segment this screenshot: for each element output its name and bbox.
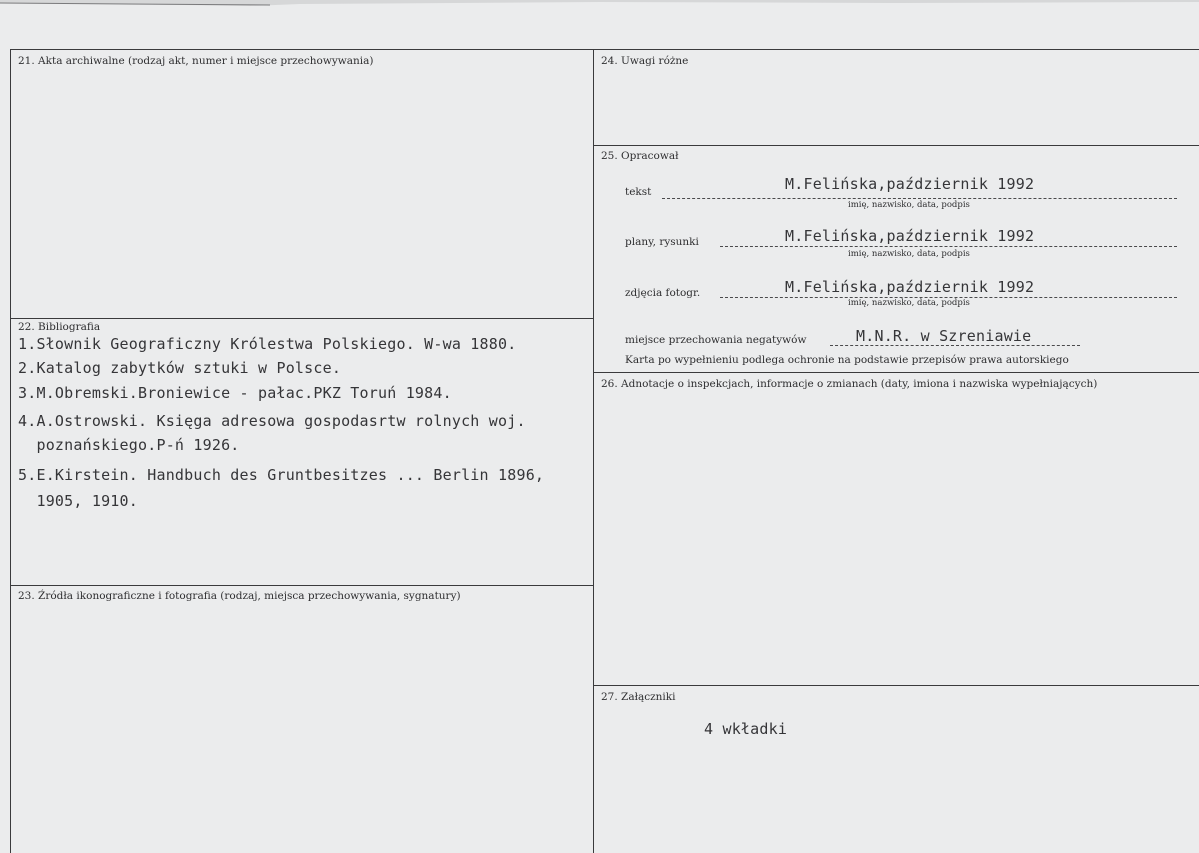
plany-underline xyxy=(720,246,1177,247)
tekst-label: tekst xyxy=(625,186,652,198)
section-26-label: 26. Adnotacje o inspekcjach, informacje o zmianach (daty, imiona i nazwiska wypełniających) xyxy=(601,378,1098,390)
left-border xyxy=(10,49,11,853)
bibliography-line-7: 1905, 1910. xyxy=(18,492,138,510)
section-23-label: 23. Źródła ikonograficzne i fotografia (rodzaj, miejsca przechowywania, sygnatury) xyxy=(18,590,461,602)
center-divider xyxy=(593,49,594,853)
zdjecia-value: M.Felińska,październik 1992 xyxy=(785,278,1035,296)
divider-21-22 xyxy=(10,318,593,319)
tekst-value: M.Felińska,październik 1992 xyxy=(785,175,1035,193)
divider-25-26 xyxy=(593,372,1199,373)
bibliography-line-1: 1.Słownik Geograficzny Królestwa Polskiego. W-wa 1880. xyxy=(18,335,517,353)
copyright-note: Karta po wypełnieniu podlega ochronie na podstawie przepisów prawa autorskiego xyxy=(625,354,1069,366)
plany-value: M.Felińska,październik 1992 xyxy=(785,227,1035,245)
miejsce-label: miejsce przechowania negatywów xyxy=(625,334,807,346)
plany-label: plany, rysunki xyxy=(625,236,699,248)
bibliography-line-3: 3.M.Obremski.Broniewice - pałac.PKZ Toruń 1984. xyxy=(18,384,452,402)
plany-caption: imię, nazwisko, data, podpis xyxy=(848,249,970,259)
zdjecia-label: zdjęcia fotogr. xyxy=(625,287,701,299)
bibliography-line-6: 5.E.Kirstein. Handbuch des Gruntbesitzes ... Berlin 1896, xyxy=(18,466,545,484)
divider-22-23 xyxy=(10,585,593,586)
miejsce-value: M.N.R. w Szreniawie xyxy=(856,327,1032,345)
bibliography-line-4: 4.A.Ostrowski. Księga adresowa gospodasrtw rolnych woj. xyxy=(18,412,526,430)
divider-26-27 xyxy=(593,685,1199,686)
section-27-label: 27. Załączniki xyxy=(601,691,676,703)
divider-24-25 xyxy=(593,145,1199,146)
section-22-label: 22. Bibliografia xyxy=(18,321,101,333)
tekst-caption: imię, nazwisko, data, podpis xyxy=(848,200,970,210)
bibliography-line-5: poznańskiego.P-ń 1926. xyxy=(18,436,240,454)
tekst-underline xyxy=(662,198,1177,199)
zdjecia-caption: imię, nazwisko, data, podpis xyxy=(848,298,970,308)
torn-top-edge xyxy=(0,0,1199,10)
attachments-value: 4 wkładki xyxy=(704,720,788,738)
section-21-label: 21. Akta archiwalne (rodzaj akt, numer i miejsce przechowywania) xyxy=(18,55,374,67)
top-border xyxy=(10,49,1199,50)
bibliography-line-2: 2.Katalog zabytków sztuki w Polsce. xyxy=(18,359,342,377)
section-24-label: 24. Uwagi różne xyxy=(601,55,689,67)
section-25-label: 25. Opracował xyxy=(601,150,679,162)
miejsce-underline xyxy=(830,345,1080,346)
